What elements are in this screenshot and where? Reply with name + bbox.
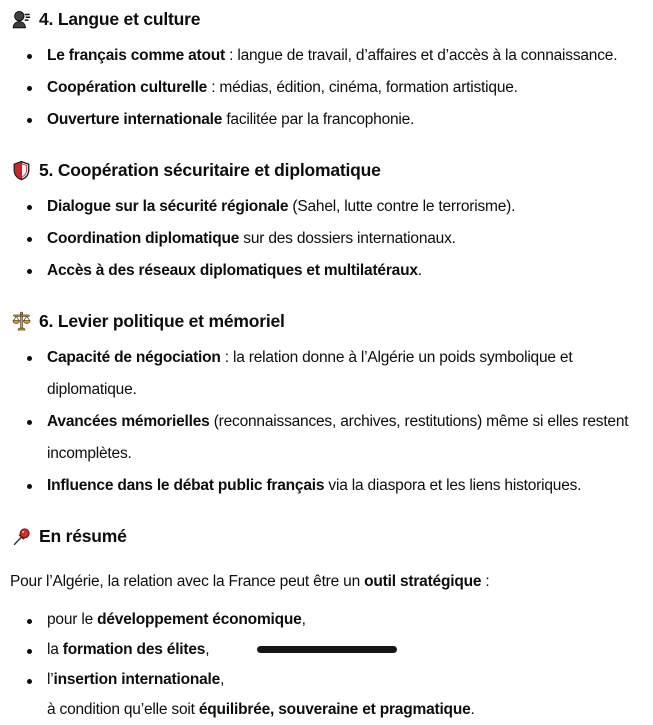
section-heading-langue-culture xyxy=(10,8,645,30)
summary-closing: à condition qu’elle soit équilibrée, souveraine et pragmatique. xyxy=(47,701,475,718)
section-heading-text: 5. Coopération sécuritaire et diplomatique xyxy=(39,159,381,180)
summary-intro: Pour l’Algérie, la relation avec la France peut être un outil stratégique : xyxy=(10,573,490,590)
section-heading-text: 4. Langue et culture xyxy=(39,8,201,29)
speaking-head-icon xyxy=(10,8,32,30)
bullet-list-cooperation-securitaire xyxy=(10,191,645,287)
bullet-item: Avancées mémorielles (reconnaissances, archives, restitutions) même si elles restent incomplètes. xyxy=(10,406,645,470)
bullet-item: Le français comme atout : langue de travail, d’affaires et d’accès à la connaissance. xyxy=(10,40,645,72)
bullet-item: pour le développement économique, xyxy=(10,605,645,635)
bullet-item: Ouverture internationale facilitée par la francophonie. xyxy=(10,104,645,136)
section-heading-text: En résumé xyxy=(39,525,127,546)
bullet-item: Coopération culturelle : médias, édition, cinéma, formation artistique. xyxy=(10,72,645,104)
pushpin-icon xyxy=(10,525,32,547)
section-heading-cooperation-securitaire xyxy=(10,159,645,181)
bullet-item: Influence dans le débat public français via la diaspora et les liens historiques. xyxy=(10,470,645,502)
section-heading-levier-politique xyxy=(10,310,645,332)
bullet-item: la formation des élites, xyxy=(10,635,645,665)
bullet-item: Capacité de négociation : la relation donne à l’Algérie un poids symbolique et diplomatique. xyxy=(10,342,645,406)
bullet-item: Dialogue sur la sécurité régionale (Sahel, lutte contre le terrorisme). xyxy=(10,191,645,223)
bullet-item: Accès à des réseaux diplomatiques et multilatéraux. xyxy=(10,255,645,287)
balance-scale-icon xyxy=(10,310,32,332)
bullet-list-levier-politique xyxy=(10,342,645,502)
bullet-item: Coordination diplomatique sur des dossiers internationaux. xyxy=(10,223,645,255)
shield-icon xyxy=(10,159,32,181)
bullet-item: l’insertion internationale, xyxy=(10,665,645,695)
section-heading-text: 6. Levier politique et mémoriel xyxy=(39,310,285,331)
bottom-indicator-bar xyxy=(257,646,397,653)
section-heading-en-resume xyxy=(10,525,645,547)
bullet-list-langue-culture xyxy=(10,40,645,136)
